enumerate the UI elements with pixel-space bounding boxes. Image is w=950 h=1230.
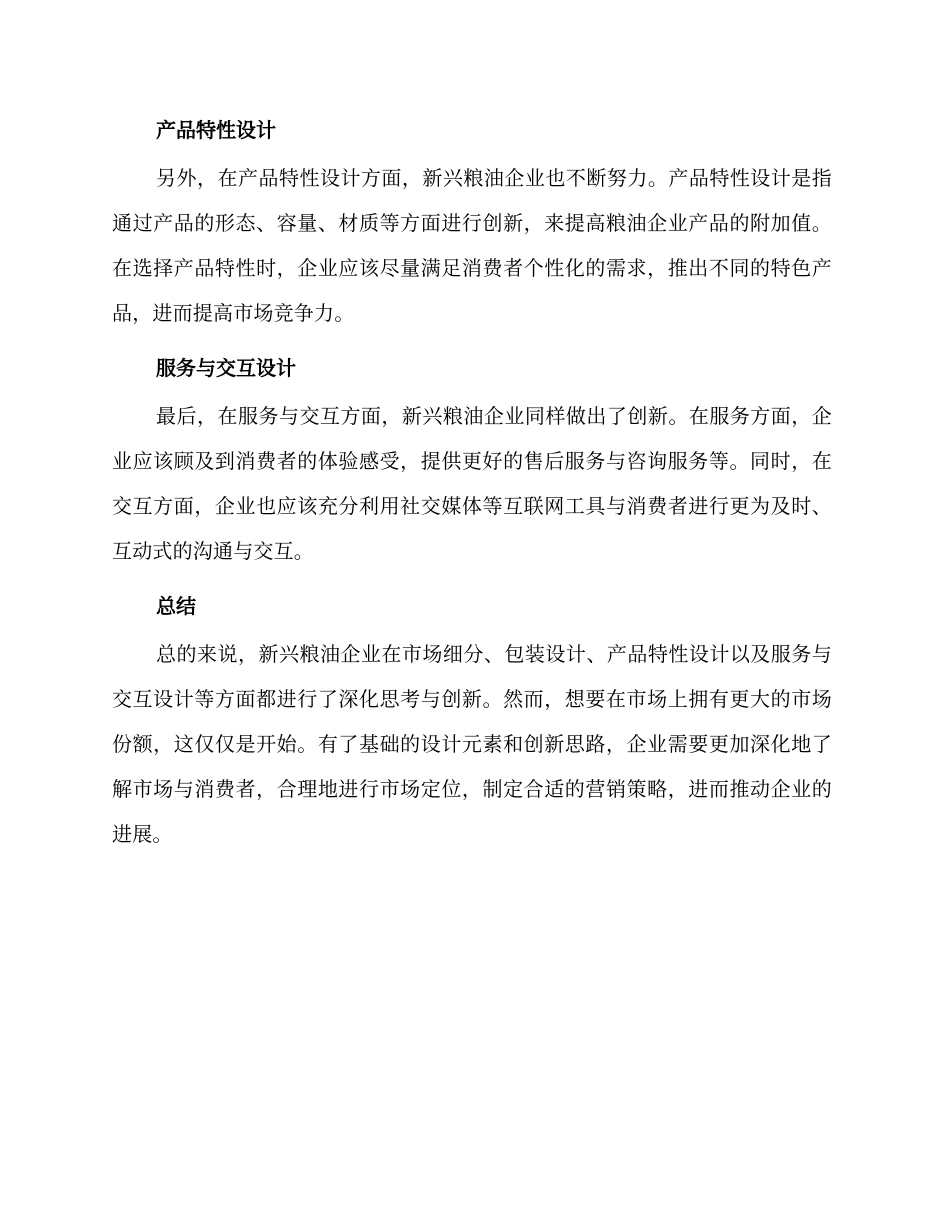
section-paragraph: 总的来说，新兴粮油企业在市场细分、包装设计、产品特性设计以及服务与交互设计等方面都进行了深化思考与创新。然而，想要在市场上拥有更大的市场份额，这仅仅是开始。有了基础的设计元素和创新思路，企业需要更加深化地了解市场与消费者，合理地进行市场定位，制定合适的营销策略，进而推动企业的进展。 — [112, 642, 832, 846]
section-paragraph: 另外，在产品特性设计方面，新兴粮油企业也不断努力。产品特性设计是指通过产品的形态、容量、材质等方面进行创新，来提高粮油企业产品的附加值。在选择产品特性时，企业应该尽量满足消费者个性化的需求，推出不同的特色产品，进而提高市场竞争力。 — [112, 166, 832, 325]
section-heading: 产品特性设计 — [156, 118, 276, 142]
section-service-interaction — [112, 350, 832, 574]
section-heading: 服务与交互设计 — [156, 356, 296, 380]
section-heading: 总结 — [156, 594, 196, 618]
section-paragraph: 最后，在服务与交互方面，新兴粮油企业同样做出了创新。在服务方面，企业应该顾及到消费者的体验感受，提供更好的售后服务与咨询服务等。同时，在交互方面，企业也应该充分利用社交媒体等互联网工具与消费者进行更为及时、互动式的沟通与交互。 — [112, 404, 832, 563]
section-summary — [112, 588, 832, 857]
section-product-features — [112, 112, 832, 336]
document-body — [112, 112, 832, 871]
